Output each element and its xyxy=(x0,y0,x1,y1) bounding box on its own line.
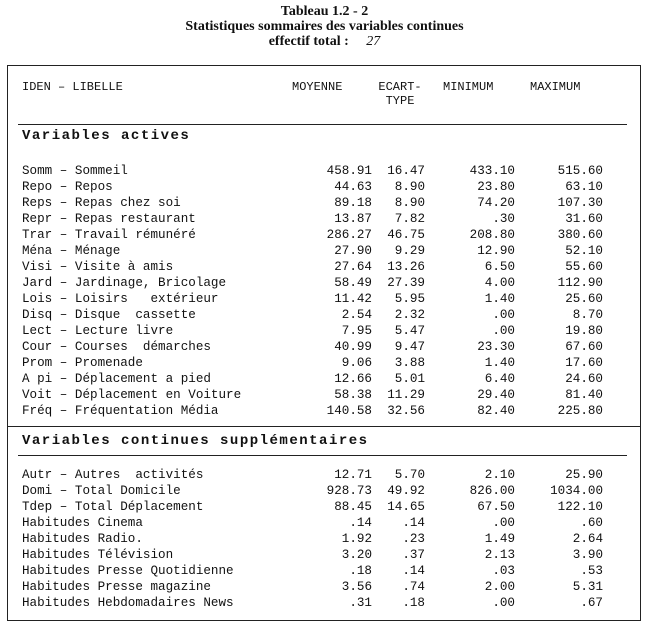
table-row xyxy=(0,211,649,227)
cell-maximum: 17.60 xyxy=(565,356,603,370)
cell-ecart-type: 3.88 xyxy=(394,356,425,370)
table-subtitle: Statistiques sommaires des variables continues xyxy=(185,19,464,34)
cell-moyenne: 13.87 xyxy=(334,212,372,226)
row-label: Repr – Repas restaurant xyxy=(22,212,196,226)
cell-ecart-type: 13.26 xyxy=(387,260,425,274)
table-row xyxy=(0,595,649,611)
header-ecart-line2: TYPE xyxy=(385,94,415,108)
cell-minimum: 433.10 xyxy=(469,164,515,178)
cell-moyenne: .31 xyxy=(349,596,372,610)
cell-maximum: 19.80 xyxy=(565,324,603,338)
header-ecart-line1: ECART- xyxy=(378,80,422,94)
cell-moyenne: .18 xyxy=(349,564,372,578)
cell-ecart-type: 27.39 xyxy=(387,276,425,290)
cell-maximum: .53 xyxy=(580,564,603,578)
cell-ecart-type: 2.32 xyxy=(394,308,425,322)
row-label: Autr – Autres activités xyxy=(22,468,204,482)
cell-maximum: 1034.00 xyxy=(550,484,603,498)
cell-minimum: 1.40 xyxy=(484,292,515,306)
cell-moyenne: 88.45 xyxy=(334,500,372,514)
cell-maximum: 380.60 xyxy=(557,228,603,242)
table-row xyxy=(0,483,649,499)
section-title-supplementary: Variables continues supplémentaires xyxy=(22,433,369,449)
cell-maximum: 515.60 xyxy=(557,164,603,178)
cell-maximum: 8.70 xyxy=(572,308,603,322)
row-label: Reps – Repas chez soi xyxy=(22,196,181,210)
table-row xyxy=(0,307,649,323)
cell-moyenne: 1.92 xyxy=(341,532,372,546)
cell-minimum: 12.90 xyxy=(477,244,515,258)
cell-moyenne: 286.27 xyxy=(326,228,372,242)
row-label: Habitudes Presse magazine xyxy=(22,580,211,594)
cell-ecart-type: 5.47 xyxy=(394,324,425,338)
row-label: Fréq – Fréquentation Média xyxy=(22,404,219,418)
table-row xyxy=(0,259,649,275)
cell-maximum: 67.60 xyxy=(565,340,603,354)
cell-ecart-type: 49.92 xyxy=(387,484,425,498)
cell-maximum: 52.10 xyxy=(565,244,603,258)
cell-ecart-type: 8.90 xyxy=(394,180,425,194)
table-row xyxy=(0,339,649,355)
cell-maximum: 107.30 xyxy=(557,196,603,210)
row-label: Cour – Courses démarches xyxy=(22,340,211,354)
cell-maximum: 112.90 xyxy=(557,276,603,290)
table-row xyxy=(0,291,649,307)
cell-moyenne: 2.54 xyxy=(341,308,372,322)
cell-ecart-type: .18 xyxy=(402,596,425,610)
cell-maximum: 25.90 xyxy=(565,468,603,482)
row-label: Voit – Déplacement en Voiture xyxy=(22,388,242,402)
header-maximum: MAXIMUM xyxy=(530,80,581,94)
row-label: Prom – Promenade xyxy=(22,356,143,370)
cell-moyenne: .14 xyxy=(349,516,372,530)
table-row xyxy=(0,227,649,243)
sample-size-line xyxy=(0,34,649,49)
row-label: Lois – Loisirs extérieur xyxy=(22,292,219,306)
cell-moyenne: 89.18 xyxy=(334,196,372,210)
table-row xyxy=(0,579,649,595)
header-minimum: MINIMUM xyxy=(443,80,494,94)
table-row xyxy=(0,195,649,211)
header-ecart-type xyxy=(372,80,428,108)
table-row xyxy=(0,515,649,531)
table-row xyxy=(0,403,649,419)
cell-moyenne: 27.90 xyxy=(334,244,372,258)
table-row xyxy=(0,371,649,387)
table-row xyxy=(0,243,649,259)
header-moyenne: MOYENNE xyxy=(292,80,343,94)
row-label: Lect – Lecture livre xyxy=(22,324,174,338)
cell-maximum: 63.10 xyxy=(565,180,603,194)
cell-minimum: 23.80 xyxy=(477,180,515,194)
cell-ecart-type: .14 xyxy=(402,516,425,530)
cell-minimum: 1.49 xyxy=(484,532,515,546)
cell-moyenne: 3.20 xyxy=(341,548,372,562)
cell-moyenne: 58.49 xyxy=(334,276,372,290)
cell-minimum: .00 xyxy=(492,308,515,322)
cell-moyenne: 9.06 xyxy=(341,356,372,370)
cell-minimum: .00 xyxy=(492,516,515,530)
cell-ecart-type: 14.65 xyxy=(387,500,425,514)
cell-maximum: 122.10 xyxy=(557,500,603,514)
row-label: Tdep – Total Déplacement xyxy=(22,500,204,514)
cell-minimum: 2.00 xyxy=(484,580,515,594)
cell-minimum: 2.13 xyxy=(484,548,515,562)
cell-moyenne: 12.66 xyxy=(334,372,372,386)
table-title: Tableau 1.2 - 2 xyxy=(280,4,369,19)
cell-maximum: 55.60 xyxy=(565,260,603,274)
row-label: A pi – Déplacement a pied xyxy=(22,372,211,386)
table-row xyxy=(0,563,649,579)
cell-maximum: 25.60 xyxy=(565,292,603,306)
cell-maximum: 24.60 xyxy=(565,372,603,386)
cell-maximum: 2.64 xyxy=(572,532,603,546)
cell-minimum: 74.20 xyxy=(477,196,515,210)
header-iden: IDEN – LIBELLE xyxy=(22,80,123,94)
row-label: Ména – Ménage xyxy=(22,244,121,258)
cell-ecart-type: 9.29 xyxy=(394,244,425,258)
table-row xyxy=(0,531,649,547)
cell-ecart-type: 16.47 xyxy=(387,164,425,178)
cell-maximum: 3.90 xyxy=(572,548,603,562)
cell-minimum: 2.10 xyxy=(484,468,515,482)
table-row xyxy=(0,467,649,483)
header-divider xyxy=(18,124,627,125)
table-row xyxy=(0,547,649,563)
cell-minimum: 6.40 xyxy=(484,372,515,386)
cell-ecart-type: 5.95 xyxy=(394,292,425,306)
cell-moyenne: 7.95 xyxy=(341,324,372,338)
row-label: Habitudes Radio. xyxy=(22,532,143,546)
section-title-active: Variables actives xyxy=(22,128,191,144)
cell-minimum: 29.40 xyxy=(477,388,515,402)
section-divider xyxy=(7,426,641,427)
cell-ecart-type: 46.75 xyxy=(387,228,425,242)
cell-minimum: .30 xyxy=(492,212,515,226)
cell-ecart-type: 32.56 xyxy=(387,404,425,418)
row-label: Jard – Jardinage, Bricolage xyxy=(22,276,227,290)
row-label: Habitudes Hebdomadaires News xyxy=(22,596,234,610)
row-label: Visi – Visite à amis xyxy=(22,260,174,274)
cell-ecart-type: .14 xyxy=(402,564,425,578)
cell-maximum: 31.60 xyxy=(565,212,603,226)
cell-ecart-type: .23 xyxy=(402,532,425,546)
table-row xyxy=(0,387,649,403)
cell-ecart-type: 7.82 xyxy=(394,212,425,226)
cell-ecart-type: .37 xyxy=(402,548,425,562)
row-label: Somm – Sommeil xyxy=(22,164,128,178)
cell-moyenne: 928.73 xyxy=(326,484,372,498)
row-label: Habitudes Cinema xyxy=(22,516,143,530)
cell-maximum: .60 xyxy=(580,516,603,530)
cell-moyenne: 3.56 xyxy=(341,580,372,594)
cell-ecart-type: .74 xyxy=(402,580,425,594)
sample-size-value: 27 xyxy=(366,34,381,49)
table-row xyxy=(0,275,649,291)
table-row xyxy=(0,163,649,179)
cell-moyenne: 40.99 xyxy=(334,340,372,354)
cell-moyenne: 44.63 xyxy=(334,180,372,194)
cell-minimum: 4.00 xyxy=(484,276,515,290)
cell-maximum: .67 xyxy=(580,596,603,610)
row-label: Habitudes Télévision xyxy=(22,548,174,562)
cell-ecart-type: 5.70 xyxy=(394,468,425,482)
cell-moyenne: 458.91 xyxy=(326,164,372,178)
cell-minimum: 23.30 xyxy=(477,340,515,354)
row-label: Disq – Disque cassette xyxy=(22,308,196,322)
cell-moyenne: 11.42 xyxy=(334,292,372,306)
cell-minimum: .00 xyxy=(492,596,515,610)
row-label: Domi – Total Domicile xyxy=(22,484,181,498)
cell-ecart-type: 5.01 xyxy=(394,372,425,386)
cell-minimum: 1.40 xyxy=(484,356,515,370)
table-row xyxy=(0,179,649,195)
cell-moyenne: 12.71 xyxy=(334,468,372,482)
cell-minimum: 6.50 xyxy=(484,260,515,274)
cell-maximum: 5.31 xyxy=(572,580,603,594)
cell-ecart-type: 8.90 xyxy=(394,196,425,210)
cell-moyenne: 140.58 xyxy=(326,404,372,418)
cell-ecart-type: 9.47 xyxy=(394,340,425,354)
cell-moyenne: 58.38 xyxy=(334,388,372,402)
row-label: Repo – Repos xyxy=(22,180,113,194)
sample-size-label: effectif total : xyxy=(268,34,349,49)
row-label: Habitudes Presse Quotidienne xyxy=(22,564,234,578)
cell-minimum: 208.80 xyxy=(469,228,515,242)
table-row xyxy=(0,323,649,339)
cell-minimum: 67.50 xyxy=(477,500,515,514)
cell-minimum: 82.40 xyxy=(477,404,515,418)
cell-minimum: .03 xyxy=(492,564,515,578)
cell-ecart-type: 11.29 xyxy=(387,388,425,402)
row-label: Trar – Travail rémunéré xyxy=(22,228,196,242)
cell-moyenne: 27.64 xyxy=(334,260,372,274)
cell-maximum: 81.40 xyxy=(565,388,603,402)
cell-maximum: 225.80 xyxy=(557,404,603,418)
table-row xyxy=(0,499,649,515)
supplementary-divider xyxy=(18,455,627,456)
cell-minimum: .00 xyxy=(492,324,515,338)
cell-minimum: 826.00 xyxy=(469,484,515,498)
table-row xyxy=(0,355,649,371)
